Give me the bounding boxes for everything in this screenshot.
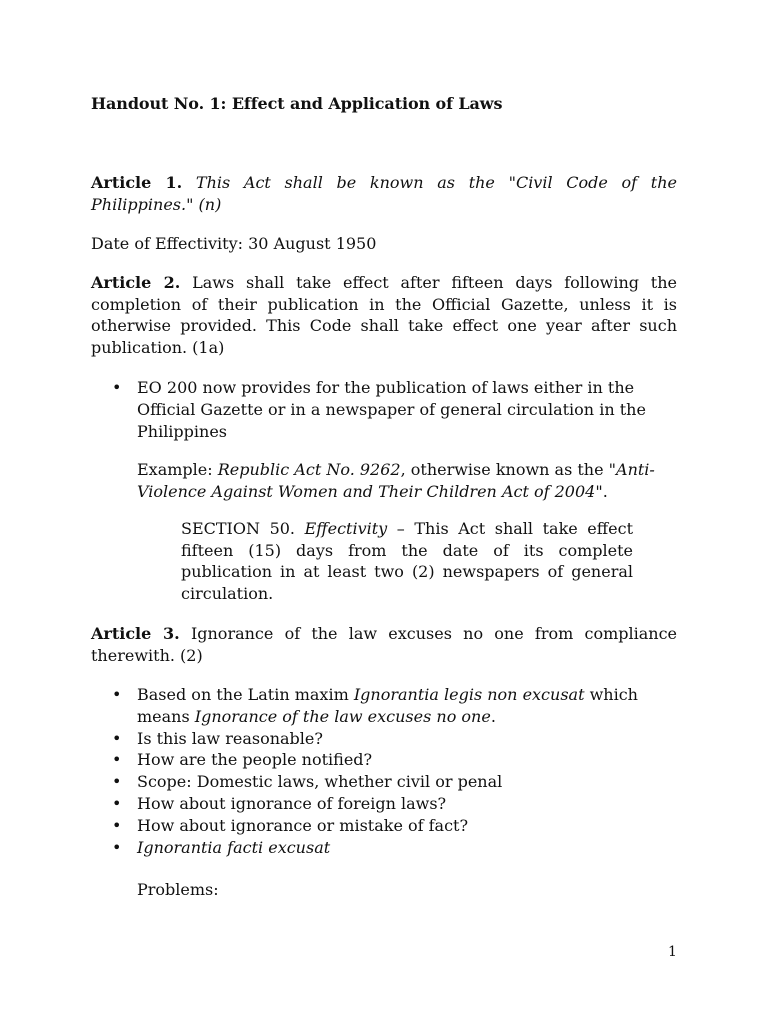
article-2-text: Laws shall take effect after fifteen days following the completion of their publication in the Official Gazette, unless it is otherwise provided. This Code shall take effect one year after such publication. (1a) [91, 273, 678, 357]
example-paragraph [137, 459, 677, 502]
list-item: • Is this law reasonable? [91, 728, 677, 750]
page-number: 1 [668, 944, 677, 960]
maxim-meaning: Ignorance of the law excuses no one [194, 706, 491, 726]
section-50-heading: Effectivity [304, 519, 388, 538]
list-item [91, 684, 677, 728]
article-3-label: Article 3. [91, 624, 180, 643]
list-item: • Scope: Domestic laws, whether civil or penal [91, 771, 677, 793]
maxim-end: . [490, 706, 496, 726]
maxim-prefix: Based on the Latin maxim [137, 685, 354, 704]
maxim-latin: Ignorantia legis non excusat [353, 685, 585, 704]
example-middle: , otherwise known as the " [400, 460, 617, 479]
article-3-bullet-list [91, 684, 677, 858]
maxim-middle: which means [137, 685, 638, 726]
example-act: Republic Act No. 9262 [217, 460, 401, 479]
article-2-bullet-list [91, 377, 677, 442]
section-50-label: SECTION 50. [181, 519, 305, 538]
section-50-quote [181, 518, 633, 604]
list-item: • Ignorantia facti excusat [91, 837, 677, 859]
article-2-label: Article 2. [91, 273, 181, 292]
list-item: • How about ignorance or mistake of fact? [91, 815, 677, 837]
section-50-text: – This Act shall take effect fifteen (15) days from the date of its complete publication in at least two (2) newspapers of general circulation. [181, 519, 633, 603]
article-1-label: Article 1. [91, 173, 183, 192]
example-prefix: Example: [137, 460, 218, 479]
list-item: • How are the people notified? [91, 749, 677, 771]
list-item-eo200: • EO 200 now provides for the publication of laws either in the Official Gazette or in a newspaper of general circulation in the Philippines [91, 377, 677, 442]
article-1-paragraph [91, 172, 677, 215]
article-2-paragraph [91, 272, 677, 358]
list-item: • How about ignorance of foreign laws? [91, 793, 677, 815]
handout-title: Handout No. 1: Effect and Application of Laws [91, 94, 503, 113]
article-1-text: This Act shall be known as the "Civil Code of the Philippines." (n) [91, 173, 678, 214]
article-3-paragraph [91, 623, 677, 666]
example-suffix: ". [595, 481, 608, 501]
date-of-effectivity: Date of Effectivity: 30 August 1950 [91, 234, 377, 253]
example-act-name: Anti-Violence Against Women and Their Children Act of 2004 [137, 460, 655, 501]
article-3-text: Ignorance of the law excuses no one from compliance therewith. (2) [91, 624, 678, 665]
problems-heading: Problems: [137, 880, 219, 899]
